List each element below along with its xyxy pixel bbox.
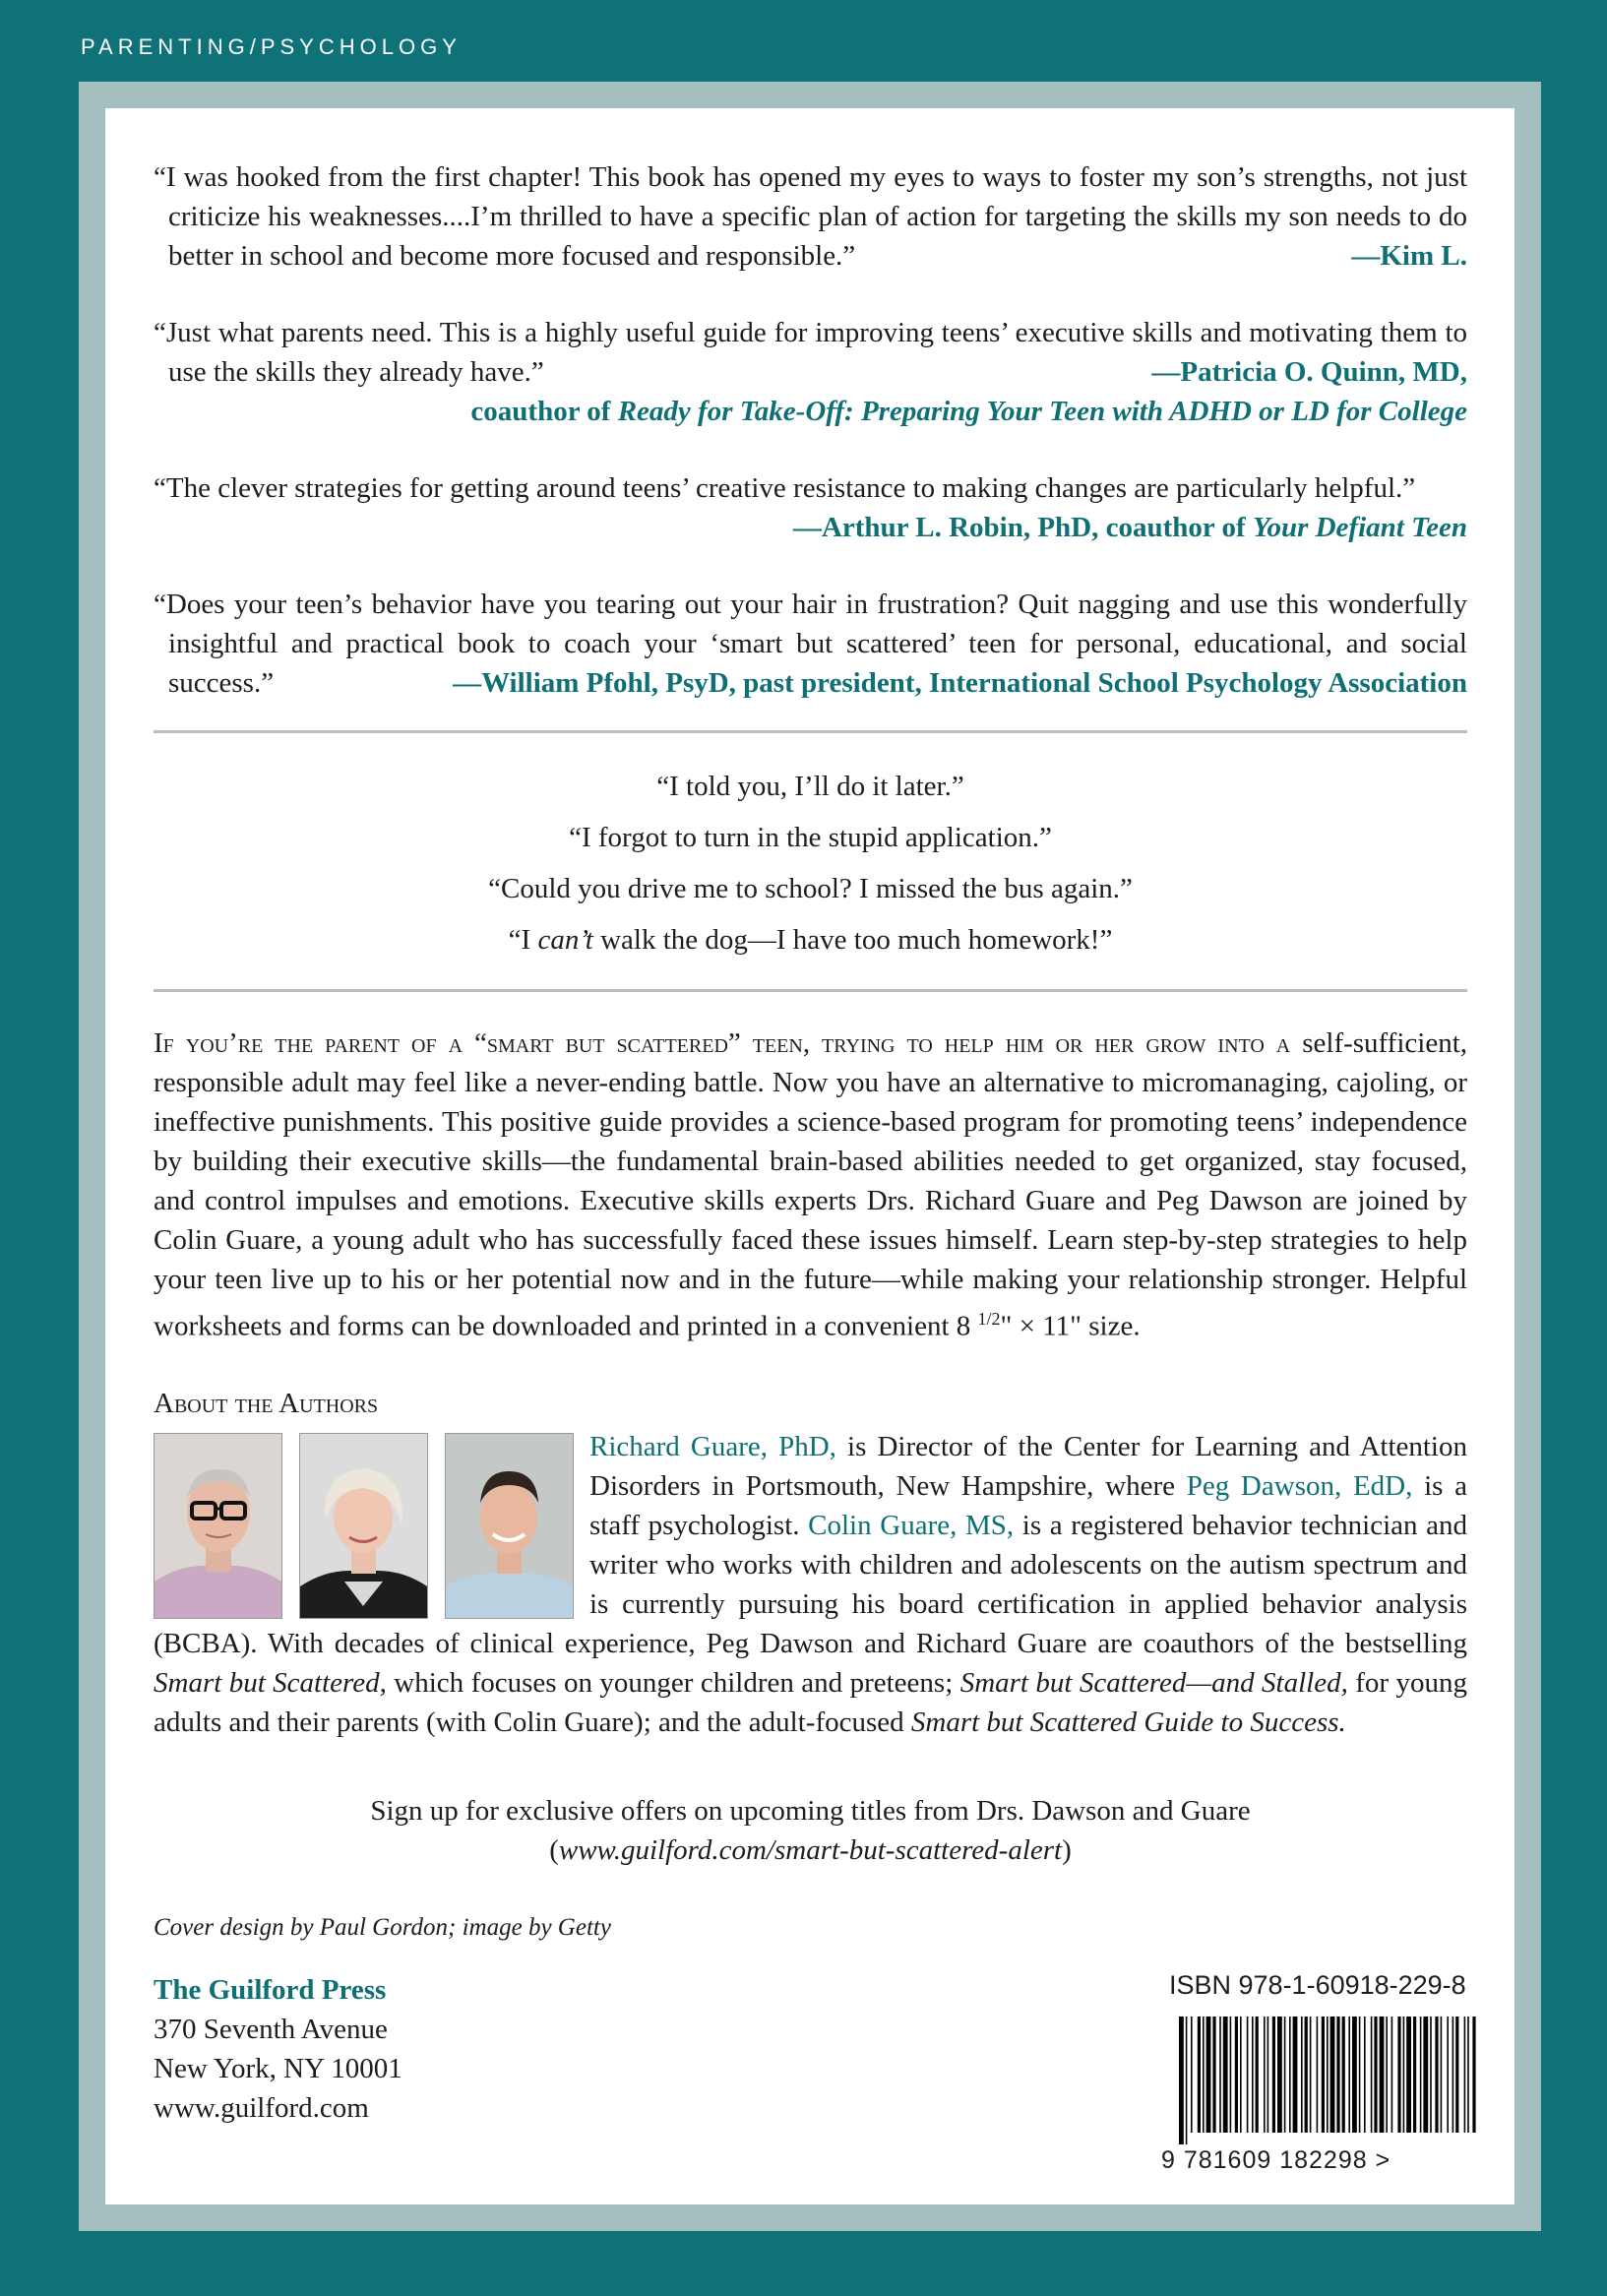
- isbn-block: [1161, 1970, 1501, 2175]
- author-photo-peg: [299, 1433, 428, 1619]
- size-fraction: 1/2: [977, 1309, 1001, 1329]
- content-column: [154, 157, 1467, 2128]
- review-quote: [154, 468, 1467, 547]
- book-title: Smart but Scattered Guide to Success.: [910, 1706, 1346, 1738]
- review-quote: [154, 157, 1467, 276]
- credit-prefix: coauthor of: [470, 396, 618, 427]
- review-quote: [154, 585, 1467, 703]
- quote-attribution: —Kim L.: [1351, 240, 1467, 272]
- quote-attribution-credit: [168, 392, 1467, 431]
- credit-book-title: Ready for Take-Off: Preparing Your Teen with ADHD or LD for College: [617, 396, 1467, 427]
- about-text: which focuses on younger children and preteens;: [386, 1666, 960, 1699]
- signup-text: Sign up for exclusive offers on upcoming titles from Drs. Dawson and Guare: [370, 1794, 1251, 1827]
- author-name-richard: Richard Guare, PhD,: [589, 1430, 836, 1462]
- about-text: is Director of the Center for Learning and Attention Disorders in Portsmouth, New Hampshire, where: [589, 1430, 1467, 1502]
- book-title: Smart but Scattered,: [154, 1666, 387, 1699]
- quote-attribution: —William Pfohl, PsyD, past president, International School Psychology Association: [453, 667, 1467, 699]
- signup-url[interactable]: www.guilford.com/smart-but-scattered-alert: [558, 1833, 1063, 1866]
- size-tail: " × 11" size.: [1000, 1310, 1141, 1342]
- quote-attribution: —Patricia O. Quinn, MD,: [1151, 356, 1467, 388]
- author-name-peg: Peg Dawson, EdD,: [1186, 1469, 1413, 1502]
- review-quote: [154, 313, 1467, 431]
- publisher-city: New York, NY 10001: [154, 2052, 402, 2084]
- category-label: PARENTING/PSYCHOLOGY: [81, 34, 462, 59]
- description-body: self-sufficient, responsible adult may feel like a never-ending battle. Now you have an alternative to micromanaging, cajoling, or ineffective punishments. This positive guide provides a science-based program for promoting teens’ independence by building their executive skills—the fundamental brain-based abilities needed to get organized, stay focused, and control impulses and emotions. Executive skills experts Drs. Richard Guare and Peg Dawson are joined by Colin Guare, a young adult who has successfully faced these issues himself. Learn step-by-step strategies to help your teen live up to his or her potential now and in the future—while making your relationship stronger. Helpful worksheets and forms can be downloaded and printed in a convenient 8: [154, 1027, 1468, 1342]
- description-lead: If you’re the parent of a “smart but scattered” teen, trying to help him or her grow into a: [154, 1027, 1291, 1059]
- book-description: [154, 1024, 1467, 1346]
- about-authors-heading: About the Authors: [154, 1387, 379, 1419]
- back-cover-panel: [105, 108, 1514, 2204]
- about-text: is a registered behavior technician and writer who works with children and adolescents on the autism spectrum and is currently pursuing his board certification in applied behavior analysis (BCBA). With decades of clinical experience, Peg Dawson and Richard Guare are coauthors of the bestselling: [154, 1509, 1468, 1659]
- signup-offer: [154, 1791, 1467, 1870]
- quote-text: “The clever strategies for getting around teens’ creative resistance to making changes are particularly helpful.”: [154, 472, 1416, 504]
- about-authors: [154, 1427, 1467, 1742]
- excuse-emphasis: can’t: [537, 924, 593, 956]
- quote-text: “I was hooked from the first chapter! This book has opened my eyes to ways to foster my son’s strengths, not just criticize his weaknesses....I’m thrilled to have a specific plan of action for targeting the skills my son needs to do better in school and become more focused and responsible.”: [154, 161, 1467, 272]
- divider: [154, 989, 1467, 992]
- excuse-part: walk the dog—I have too much homework!”: [592, 924, 1113, 956]
- author-name-colin: Colin Guare, MS,: [808, 1509, 1015, 1541]
- cover-credits: Cover design by Paul Gordon; image by Getty: [154, 1913, 611, 1941]
- quote-text: “Does your teen’s behavior have you tearing out your hair in frustration? Quit nagging and use this wonderfully insightful and practical book to coach your ‘smart but scattered’ teen for personal, educational, and social success.”: [154, 589, 1467, 699]
- about-text: is a staff psychologist.: [589, 1469, 1468, 1541]
- cover-frame: [79, 82, 1541, 2231]
- teen-excuses: [154, 733, 1467, 989]
- isbn-label: ISBN 978-1-60918-229-8: [1169, 1970, 1466, 2000]
- excuse-line: [154, 914, 1467, 965]
- publisher-street: 370 Seventh Avenue: [154, 2013, 388, 2045]
- publisher-name: The Guilford Press: [154, 1973, 387, 2006]
- excuse-line: “I forgot to turn in the stupid application.”: [569, 822, 1052, 853]
- credit-book-title: Your Defiant Teen: [1252, 512, 1467, 543]
- book-title: Smart but Scattered—and Stalled,: [959, 1666, 1348, 1699]
- excuse-line: “I told you, I’ll do it later.”: [656, 771, 964, 802]
- author-photos: [154, 1433, 574, 1619]
- excuse-line: “Could you drive me to school? I missed the bus again.”: [488, 873, 1133, 904]
- author-photo-richard: [154, 1433, 282, 1619]
- author-photo-colin: [445, 1433, 574, 1619]
- isbn-digits: 9 781609 182298 >: [1161, 2146, 1391, 2174]
- credit-prefix: —Arthur L. Robin, PhD, coauthor of: [792, 512, 1253, 543]
- quote-text: “Just what parents need. This is a highly useful guide for improving teens’ executive skills and motivating them to use the skills they already have.”: [154, 317, 1467, 388]
- barcode-icon: [1161, 2017, 1486, 2144]
- about-text: for young adults and their parents (with Colin Guare); and the adult-focused: [154, 1666, 1467, 1738]
- publisher-website[interactable]: www.guilford.com: [154, 2091, 369, 2124]
- excuse-part: “I: [508, 924, 538, 956]
- signup-link[interactable]: (www.guilford.com/smart-but-scattered-alert): [549, 1833, 1072, 1866]
- quote-attribution: [168, 508, 1467, 547]
